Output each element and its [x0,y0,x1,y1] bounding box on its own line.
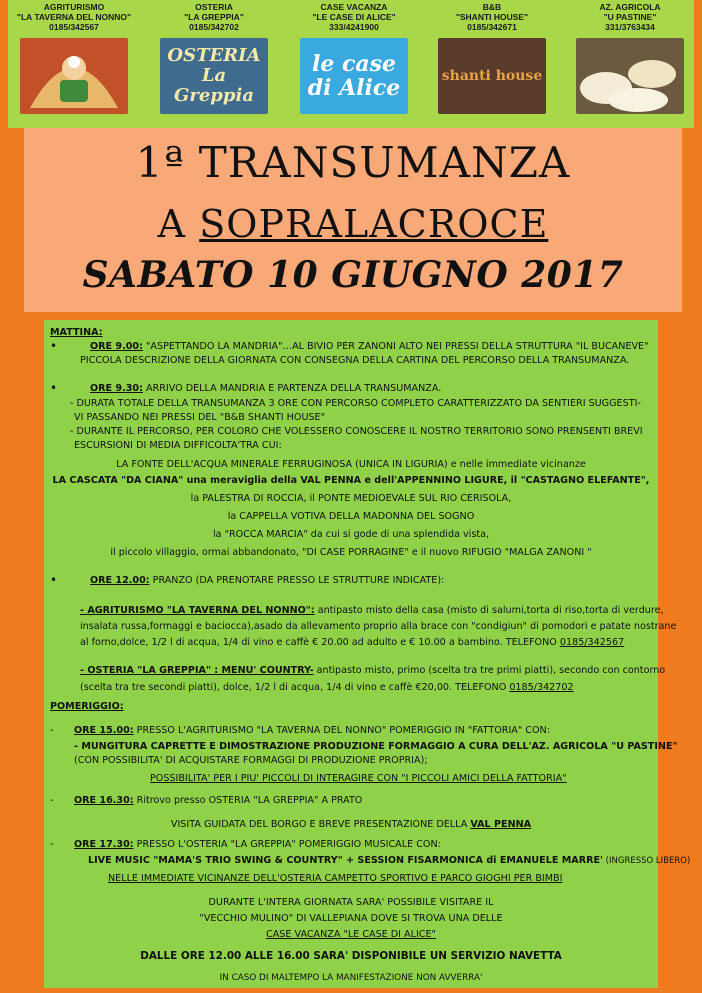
sponsor-name: "U PASTINE" [603,12,657,22]
text-line: - MUNGITURA CAPRETTE E DIMOSTRAZIONE PRODUZIONE FORMAGGIO A CURA DELL'AZ. AGRICOLA "U PASTINE" [74,741,678,752]
shanti-house-logo: shanti house [438,38,546,114]
text-line: - DURATA TOTALE DELLA TRANSUMANZA 3 ORE CON PERCORSO COMPLETO CARATTERIZZATO DA SENTIERI SUGGESTI- [70,398,641,409]
text-line: al forno,dolce, 1/2 l di acqua, 1/4 di vino e caffè € 20.00 ad adulto e € 10.00 a bambino. TELEFONO 0185/342567 [80,637,625,648]
greppia-logo: OSTERIA La Greppia [160,38,268,114]
text-line: NELLE IMMEDIATE VICINANZE DELL'OSTERIA CAMPETTO SPORTIVO E PARCO GIOGHI PER BIMBI [108,873,563,884]
title-stripe [24,312,682,320]
text-line: ESCURSIONI DI MEDIA DIFFICOLTA'TRA CUI: [74,440,282,451]
item-ore-15-00: - ORE 15.00: PRESSO L'AGRITURISMO "LA TAVERNA DEL NONNO" POMERIGGIO IN "FATTORIA" CON: [50,725,550,736]
menu-greppia: - OSTERIA "LA GREPPIA" : MENU' COUNTRY- antipasto misto, primo (scelta tra tre primi piatti), secondo con contorno [80,665,666,676]
item-ore-9-30: • ORE 9.30: ARRIVO DELLA MANDRIA E PARTENZA DELLA TRANSUMANZA. [90,382,441,395]
sponsor-name: "LA TAVERNA DEL NONNO" [16,12,132,22]
text-line: insalata russa,formaggi e baciocca),asado da allevamento proprio alla brace con "condigiun" di pomodori e patate nostrane [80,621,677,632]
item-ore-16-30: - ORE 16.30: Ritrovo presso OSTERIA "LA GREPPIA" A PRATO [50,795,363,806]
text-line: VISITA GUIDATA DEL BORGO E BREVE PRESENTAZIONE DELLA VAL PENNA [170,819,532,830]
sponsor-name: "LE CASE DI ALICE" [312,12,396,22]
sponsor-type: AGRITURISMO [43,2,105,12]
title-date: SABATO 10 GIUGNO 2017 [82,254,624,296]
sponsor-name: "SHANTI HOUSE" [455,12,529,22]
sponsor-agriturismo [10,2,138,114]
text-line: LA CASCATA "DA CIANA" una meraviglia della VAL PENNA e dell'APPENNINO LIGURE, il "CASTAGNO ELEFANTE", [52,475,650,486]
sponsor-band [8,0,694,128]
text-line: PICCOLA DESCRIZIONE DELLA GIORNATA CON CONSEGNA DELLA CARTINA DEL PERCORSO DELLA TRANSUMANZA. [80,355,630,366]
text-line: LA FONTE DELL'ACQUA MINERALE FERRUGINOSA (UNICA IN LIGURIA) e nelle immediate vicinanze [116,459,586,470]
text-line: LIVE MUSIC "MAMA'S TRIO SWING & COUNTRY" + SESSION FISARMONICA di EMANUELE MARRE' (INGRESSO LIBERO) [88,855,691,866]
case-alice-logo: le case di Alice [300,38,408,114]
text-line: la "ROCCA MARCIA" da cui si gode di una splendida vista, [212,529,490,540]
sponsor-type: AZ. AGRICOLA [599,2,661,12]
program-content [44,320,691,988]
text-line: la PALESTRA DI ROCCIA, il PONTE MEDIOEVALE SUL RIO CERISOLA, [190,493,512,504]
text-line: POSSIBILITA' PER I PIU' PICCOLI DI INTERAGIRE CON "I PICCOLI AMICI DELLA FATTORIA" [150,773,567,784]
section-pomeriggio: POMERIGGIO: [50,701,124,712]
sponsor-phone: 331/3763434 [605,22,655,32]
text-line: la CAPPELLA VOTIVA DELLA MADONNA DEL SOGNO [227,511,475,522]
text-line: IN CASO DI MALTEMPO LA MANIFESTAZIONE NON AVVERRA' [219,973,483,983]
sponsor-type: B&B [482,2,502,12]
text-line: - DURANTE IL PERCORSO, PER COLORO CHE VOLESSERO CONOSCERE IL NOSTRO TERRITORIO SONO PRENSENTI BREVI [70,426,643,437]
taverna-logo [20,38,128,114]
item-ore-17-30: - ORE 17.30: PRESSO L'OSTERIA "LA GREPPIA" POMERIGGIO MUSICALE CON: [50,839,441,850]
sponsor-az-agricola [566,2,694,114]
text-line: DURANTE L'INTERA GIORNATA SARA' POSSIBILE VISITARE IL [208,897,494,908]
item-ore-12-00: • ORE 12.00: PRANZO (DA PRENOTARE PRESSO LE STRUTTURE INDICATE): [90,574,444,587]
menu-taverna: - AGRITURISMO "LA TAVERNA DEL NONNO": antipasto misto della casa (misto di salumi,torta di riso,torta di verdure, [80,605,664,616]
sponsor-phone: 0185/342567 [49,22,99,32]
sponsor-type: OSTERIA [195,2,233,12]
text-line: "VECCHIO MULINO" DI VALLEPIANA DOVE SI TROVA UNA DELLE [199,913,503,924]
title-line-1: 1ª TRANSUMANZA [135,138,571,187]
text-line: DALLE ORE 12.00 ALLE 16.00 SARA' DISPONIBILE UN SERVIZIO NAVETTA [140,950,562,962]
item-ore-9-00: • ORE 9.00: "ASPETTANDO LA MANDRIA"…AL BIVIO PER ZANONI ALTO NEI PRESSI DELLA STRUTTURA "IL BUCANEVE" [90,340,649,353]
sponsor-phone: 0185/342702 [189,22,239,32]
text-line: CASE VACANZA "LE CASE DI ALICE" [266,929,436,940]
section-mattina: MATTINA: [50,327,103,338]
text-line: il piccolo villaggio, ormai abbandonato, "DI CASE PORRAGINE" e il nuovo RIFUGIO "MALGA ZANONI " [110,547,592,558]
title-line-2: A SOPRALACROCE [157,202,549,246]
text-line: VI PASSANDO NEI PRESSI DEL "B&B SHANTI HOUSE" [74,412,326,423]
sponsor-type: CASE VACANZA [320,2,388,12]
text-line: (scelta tra tre secondi piatti), dolce, 1/2 l di acqua, 1/4 di vino e caffè €20,00. TELEFONO 0185/342702 [80,682,574,693]
sponsor-bnb [428,2,556,114]
cheese-logo [576,38,684,114]
title-box [24,128,682,320]
sponsor-phone: 333/4241900 [329,22,379,32]
sponsor-case-vacanza [290,2,418,114]
sponsor-phone: 0185/342671 [467,22,517,32]
sponsor-osteria [150,2,278,114]
text-line: (CON POSSIBILITA' DI ACQUISTARE FORMAGGI DI PRODUZIONE PROPRIA); [74,755,428,766]
sponsor-name: "LA GREPPIA" [184,12,244,22]
